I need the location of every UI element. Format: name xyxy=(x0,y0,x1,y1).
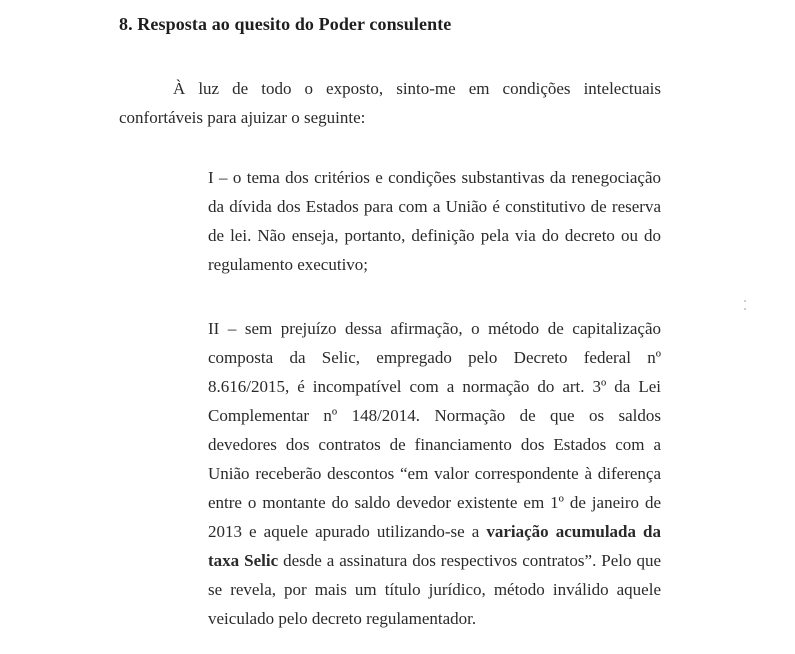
conclusion-item-1: I – o tema dos critérios e condições substantivas da renegociação da dívida dos Estados para com a União é constitutivo de reserva de lei. Não enseja, portanto, definição pela via do decreto ou do regulamento executivo; xyxy=(208,168,661,274)
section-heading: 8. Resposta ao quesito do Poder consulente xyxy=(119,14,452,34)
conclusion-item-2-bold-text: variação acumulada da taxa Selic xyxy=(208,522,662,570)
scan-speck xyxy=(744,308,746,310)
conclusion-item-2-text-before: II – sem prejuízo dessa afirmação, o método de capitalização composta da Selic, empregado pelo Decreto federal nº 8.616/2015, é incompatível com a normação do art. 3º da Lei Complementar nº 148/2014. Normação de que os saldos devedores dos contratos de financiamento dos Estados com a União receberão descontos “em valor correspondente à diferença entre o montante do saldo devedor existente em 1º de janeiro de 2013 e aquele apurado utilizando-se a xyxy=(208,319,661,541)
scan-speck xyxy=(744,300,746,302)
conclusion-item-2-text-after: desde a assinatura dos respectivos contratos”. Pelo que se revela, por mais um título jurídico, método inválido aquele veiculado pelo decreto regulamentador. xyxy=(208,551,662,628)
intro-paragraph: À luz de todo o exposto, sinto-me em condições intelectuais confortáveis para ajuizar o seguinte: xyxy=(119,79,661,127)
conclusion-item-2 xyxy=(208,314,661,633)
